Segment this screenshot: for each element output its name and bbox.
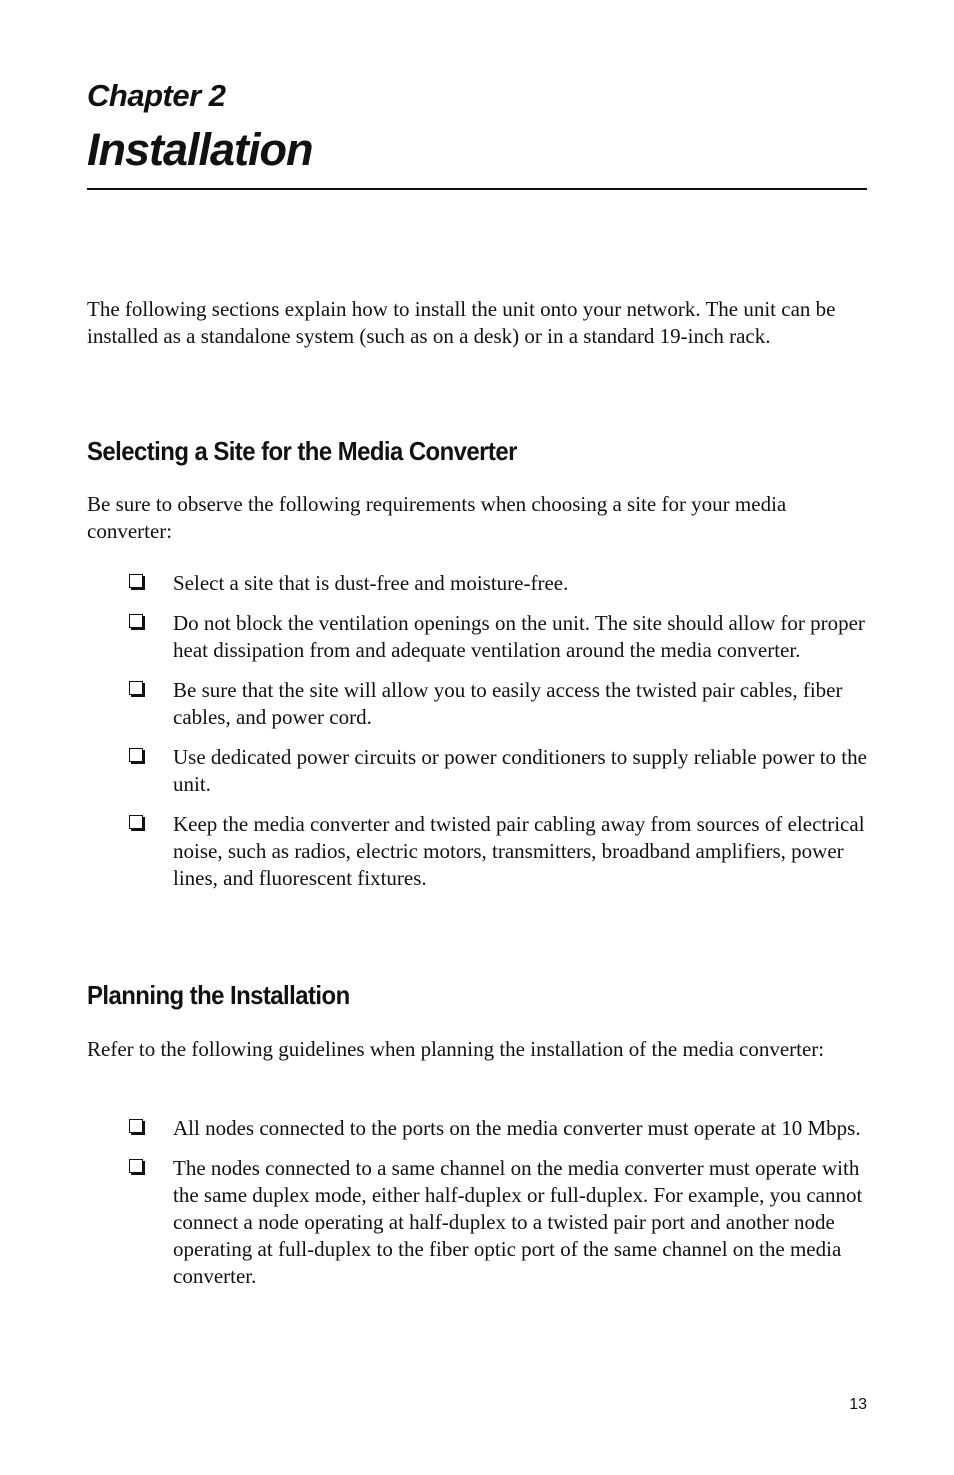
site-requirements-list — [129, 570, 867, 905]
checkbox-icon — [129, 815, 143, 829]
site-section-heading: Selecting a Site for the Media Converter — [87, 436, 517, 466]
planning-guidelines-list — [129, 1115, 867, 1303]
checkbox-icon — [129, 748, 143, 762]
planning-section-lead: Refer to the following guidelines when planning the installation of the media converter: — [87, 1037, 825, 1061]
checkbox-icon — [129, 1119, 143, 1133]
site-section-lead: Be sure to observe the following requirements when choosing a site for your media converter: — [87, 492, 787, 543]
list-item — [129, 744, 867, 798]
title-divider — [87, 188, 867, 190]
list-item — [129, 1155, 867, 1290]
list-item-text: Do not block the ventilation openings on the unit. The site should allow for proper heat dissipation from and adequate ventilation around the media converter. — [173, 611, 865, 662]
list-item-text: Be sure that the site will allow you to easily access the twisted pair cables, fiber cables, and power cord. — [173, 678, 843, 729]
intro-paragraph: The following sections explain how to install the unit onto your network. The unit can be installed as a standalone system (such as on a desk) or in a standard 19-inch rack. — [87, 297, 836, 348]
list-item-text: Select a site that is dust-free and moisture-free. — [173, 571, 569, 595]
list-item — [129, 811, 867, 892]
list-item — [129, 570, 867, 597]
checkbox-icon — [129, 681, 143, 695]
checkbox-icon — [129, 1159, 143, 1173]
list-item — [129, 1115, 867, 1142]
list-item-text: Use dedicated power circuits or power conditioners to supply reliable power to the unit. — [173, 745, 867, 796]
chapter-title: Installation — [87, 124, 313, 175]
list-item — [129, 677, 867, 731]
page-number: 13 — [849, 1396, 867, 1413]
list-item — [129, 610, 867, 664]
chapter-label: Chapter 2 — [87, 78, 226, 113]
list-item-text: The nodes connected to a same channel on the media converter must operate with the same duplex mode, either half-duplex or full-duplex. For example, you cannot connect a node operating at half-duplex to a twisted pair port and another node operating at full-duplex to the fiber optic port of the same channel on the media converter. — [173, 1156, 863, 1288]
list-item-text: All nodes connected to the ports on the media converter must operate at 10 Mbps. — [173, 1116, 861, 1140]
checkbox-icon — [129, 614, 143, 628]
planning-section-heading: Planning the Installation — [87, 980, 350, 1010]
checkbox-icon — [129, 574, 143, 588]
list-item-text: Keep the media converter and twisted pair cabling away from sources of electrical noise, such as radios, electric motors, transmitters, broadband amplifiers, power lines, and fluorescent fixtures. — [173, 812, 865, 890]
